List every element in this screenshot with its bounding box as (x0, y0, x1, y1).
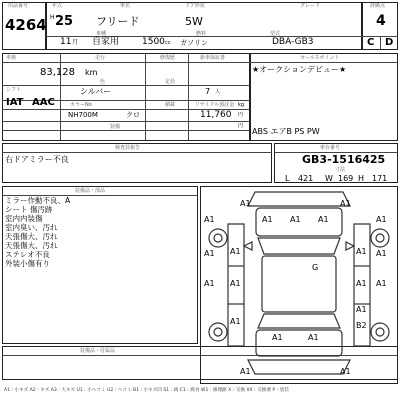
damage-mark: A1 (340, 367, 351, 376)
damage-mark: A1 (290, 215, 301, 224)
grade-label: グレード (300, 3, 321, 9)
grade-name: 5W (185, 15, 203, 28)
new-car-warranty-label: 新車保証書 (200, 55, 226, 61)
recycle-fee: 11,760 (200, 110, 232, 120)
month-unit: 月 (72, 39, 79, 46)
wheel-front-left (209, 229, 227, 247)
damage-mark: A1 (376, 279, 387, 288)
height-value: 171 (372, 174, 388, 183)
damage-mark: A1 (376, 249, 387, 258)
transmission-label: シフト (6, 87, 22, 93)
damage-mark: A1 (240, 367, 251, 376)
wheel-front-right (371, 229, 389, 247)
recycle-label: リサイクル預託金 (195, 102, 235, 108)
damage-mark: G (312, 263, 319, 272)
interior-grade: C (367, 37, 375, 48)
spec-row-line (2, 62, 250, 63)
inspector-report: 右ドアミラー不良 (5, 155, 69, 164)
inspector-divider (2, 152, 272, 153)
hub-rear-left (214, 328, 222, 336)
damage-mark: A1 (230, 317, 241, 326)
color-code-label: カラーNo (70, 102, 92, 108)
damage-marks (204, 199, 387, 376)
wheel-rear-right (371, 323, 389, 341)
width-value: 169 (338, 174, 354, 183)
model-code: DBA-GB3 (272, 37, 314, 47)
spec-col-line (188, 53, 189, 141)
score-split (380, 36, 381, 50)
damage-notes-label: 装備品・部品 (75, 188, 106, 194)
recycle-unit: 円 (238, 112, 244, 118)
yen-mark: 円 (238, 123, 244, 129)
displacement: 1500 (142, 37, 165, 47)
extra-label: 装備 (110, 124, 121, 130)
damage-line: 室内内装傷 (5, 214, 43, 223)
overall-score: 4 (376, 13, 386, 29)
damage-mark: A1 (340, 199, 351, 208)
year-label: 年式 (52, 3, 63, 9)
spec-row-line (2, 121, 250, 122)
car-name: フリード (96, 15, 140, 28)
model-label: 型式 (270, 31, 281, 37)
mileage-value: 83,128 (40, 67, 75, 78)
equipment-text: ABS エアB PS PW (252, 127, 320, 136)
fuel-label: 燃料 (196, 31, 207, 37)
damage-line: ステレオ不良 (5, 250, 50, 259)
damage-mark: A1 (376, 215, 387, 224)
damage-mark: A1 (262, 215, 273, 224)
capacity-unit: 人 (215, 89, 221, 95)
damage-mark: A1 (230, 247, 241, 256)
width-mark: W (325, 174, 333, 183)
load-label: 積載 (165, 102, 176, 108)
rear-window-outline (258, 314, 340, 328)
ac-value: AAC (32, 97, 55, 108)
vin-value: GB3-1516425 (302, 153, 386, 166)
sales-point-text: ★オークションデビュー★ (252, 65, 347, 74)
shaken-label: 車検 (6, 55, 17, 61)
lot-number: 4264 (5, 16, 47, 34)
rear-bumper-outline (248, 360, 350, 374)
color-code-value: NH700M (68, 111, 98, 119)
door-label: ドア形状 (185, 3, 205, 9)
transmission-value: IAT (6, 97, 24, 108)
registration-month: 11 (60, 37, 72, 47)
hub-front-left (214, 234, 222, 242)
damage-mark: A1 (204, 279, 215, 288)
inspector-label: 検査員報告 (115, 145, 141, 151)
damage-line: 外装小傷有り (5, 259, 50, 268)
damage-mark: A1 (356, 279, 367, 288)
capacity-label: 定員 (165, 79, 176, 85)
sales-point-divider (250, 62, 398, 63)
spec-row-line (2, 85, 250, 86)
windshield-outline (258, 238, 340, 254)
vin-label: 車台番号 (320, 145, 341, 151)
mileage-label: 走行 (95, 55, 106, 61)
color-label: 色 (100, 79, 106, 85)
fuel-type: ガソリン (180, 39, 208, 47)
damage-mark: A1 (356, 247, 367, 256)
capacity-value: 7 (205, 87, 211, 96)
repair-label: 修復歴 (160, 55, 176, 61)
legend-footer: A1 : 小キズ A2 : キズ A3 : 大キズ U1 : 小ヘコミ U2 : ヘコミ B1 : 小キズ凹 S1 : 錆 C1 : 腐食 W1 : 修理跡 X : 交換 XX : 交換要 P : 塗装 (4, 388, 289, 393)
length-mark: L (285, 174, 290, 183)
sales-point-label: セールスポイント (300, 55, 340, 61)
spec-row-line (2, 130, 250, 131)
roof-outline (262, 256, 336, 312)
exterior-grade: D (385, 37, 394, 48)
height-mark: H (358, 174, 365, 183)
model-year: 25 (55, 14, 74, 29)
size-label: 寸法 (335, 167, 346, 173)
damage-line: 室内臭い、汚れ (5, 223, 58, 232)
damage-mark: A1 (204, 249, 215, 258)
color-value: シルバー (80, 87, 112, 96)
damage-line: 天張傷大、汚れ (5, 232, 58, 241)
bottom-label: 装備品・付属品 (80, 348, 116, 354)
load-unit: kg (238, 102, 245, 108)
damage-mark: B2 (356, 321, 367, 330)
usage-label: 車種 (96, 31, 107, 37)
damage-line: ミラー作動不良、A (5, 196, 71, 205)
car-label: 車名 (120, 3, 131, 9)
damage-mark: A1 (356, 305, 367, 314)
damage-mark: A1 (230, 279, 241, 288)
damage-mark: A1 (272, 333, 283, 342)
damage-line: 天張傷大、汚れ (5, 241, 58, 250)
right-mirror-outline (346, 242, 354, 250)
mileage-unit: km (85, 68, 98, 77)
front-bumper-outline (248, 192, 350, 206)
spec-col-line (145, 53, 146, 141)
displacement-unit: cc (165, 40, 171, 46)
era-mark: H (50, 14, 55, 21)
lot-label: 出品番号 (8, 3, 29, 9)
usage-type: 自家用 (92, 37, 120, 47)
tailgate-outline (256, 330, 342, 356)
damage-mark: A1 (240, 199, 251, 208)
wheel-rear-left (209, 323, 227, 341)
left-mirror-outline (244, 242, 252, 250)
damage-line: シート 傷汚跡 (5, 205, 53, 214)
interior-color-value: クロ (126, 111, 140, 119)
damage-mark: A1 (318, 215, 329, 224)
hub-rear-right (376, 328, 384, 336)
length-value: 421 (298, 174, 314, 183)
car-diagram (200, 186, 398, 384)
score-label: 評価点 (370, 3, 386, 9)
damage-mark: A1 (204, 215, 215, 224)
hub-front-right (376, 234, 384, 242)
damage-mark: A1 (308, 333, 319, 342)
